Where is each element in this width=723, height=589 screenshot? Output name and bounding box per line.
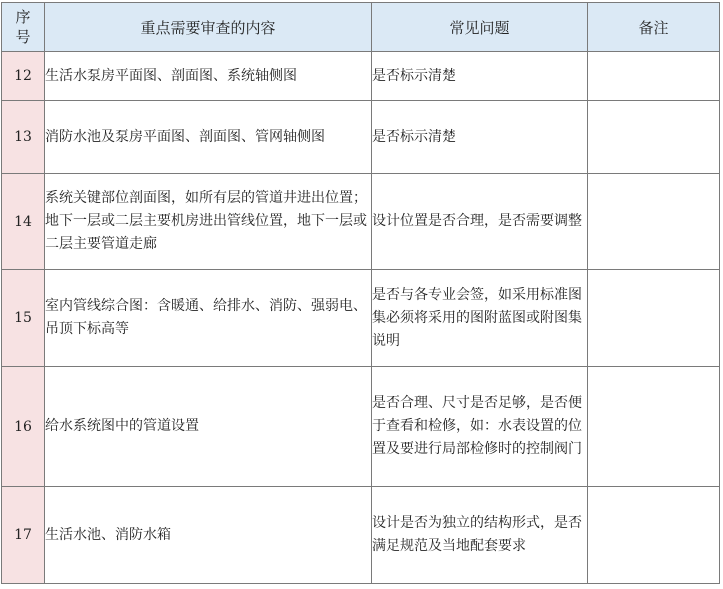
header-row [2,3,720,52]
row-content: 生活水泵房平面图、剖面图、系统轴侧图 [45,52,372,101]
row-number: 13 [2,101,45,174]
row-note [588,270,720,367]
table-header [2,3,720,52]
row-note [588,367,720,487]
table-row [2,367,720,487]
row-note [588,487,720,584]
row-issue: 设计位置是否合理，是否需要调整 [372,174,588,270]
table-row [2,270,720,367]
row-number: 14 [2,174,45,270]
header-content: 重点需要审查的内容 [45,3,372,52]
header-no [2,3,45,52]
review-table [1,2,720,584]
header-notes: 备注 [588,3,720,52]
row-number: 17 [2,487,45,584]
row-number: 12 [2,52,45,101]
table-body [2,52,720,584]
row-content: 系统关键部位剖面图，如所有层的管道井进出位置；地下一层或二层主要机房进出管线位置，地下一层或二层主要管道走廊 [45,174,372,270]
header-no-line2: 号 [15,28,31,46]
row-content: 给水系统图中的管道设置 [45,367,372,487]
row-issue: 是否标示清楚 [372,52,588,101]
row-issue: 是否与各专业会签，如采用标准图集必须将采用的图附蓝图或附图集说明 [372,270,588,367]
row-number: 16 [2,367,45,487]
row-note [588,52,720,101]
table-row [2,487,720,584]
row-content: 生活水池、消防水箱 [45,487,372,584]
header-no-line1: 序 [15,8,31,26]
row-issue: 设计是否为独立的结构形式，是否满足规范及当地配套要求 [372,487,588,584]
table-row [2,52,720,101]
row-issue: 是否合理、尺寸是否足够，是否便于查看和检修，如：水表设置的位置及要进行局部检修时的控制阀门 [372,367,588,487]
row-content: 室内管线综合图：含暖通、给排水、消防、强弱电、吊顶下标高等 [45,270,372,367]
row-issue: 是否标示清楚 [372,101,588,174]
header-issues: 常见问题 [372,3,588,52]
row-content: 消防水池及泵房平面图、剖面图、管网轴侧图 [45,101,372,174]
row-note [588,101,720,174]
table-row [2,174,720,270]
row-number: 15 [2,270,45,367]
row-note [588,174,720,270]
table-row [2,101,720,174]
